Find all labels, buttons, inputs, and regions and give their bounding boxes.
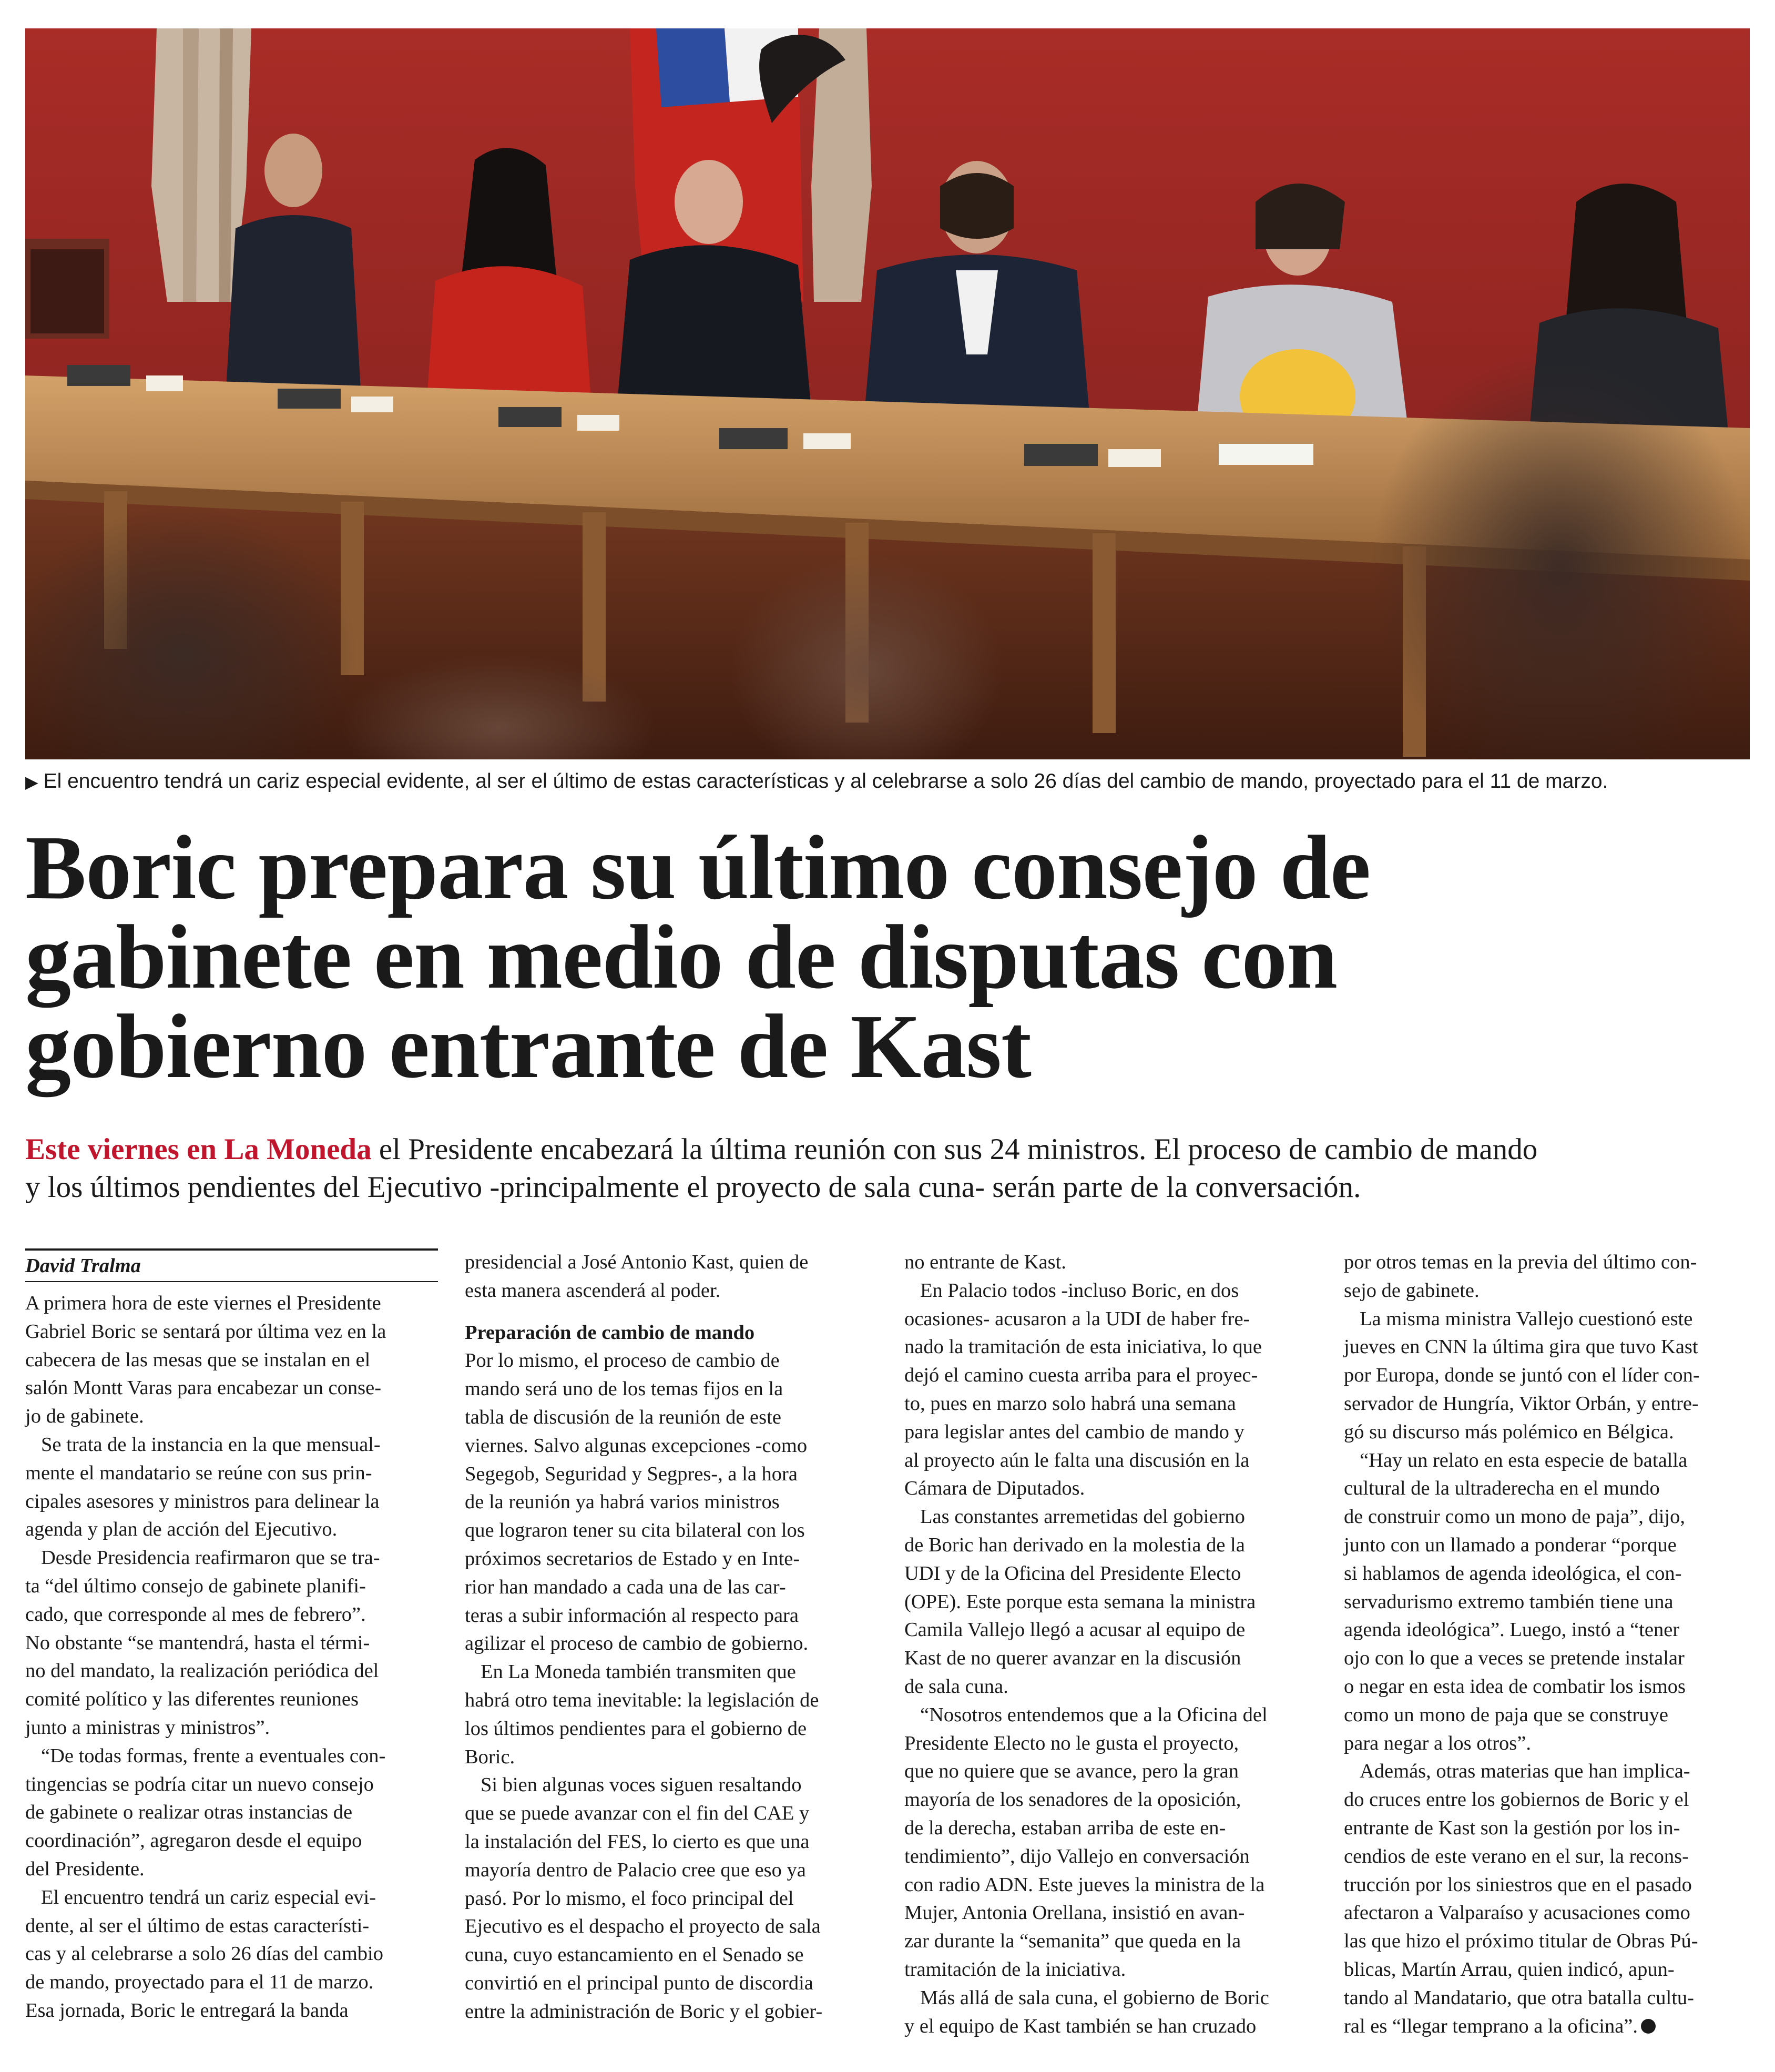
text-line: ocasiones- acusaron a la UDI de haber fre- [904, 1307, 1250, 1330]
text-line: do cruces entre los gobiernos de Boric y el [1344, 1789, 1689, 1811]
text-line: pasó. Por lo mismo, el foco principal del [465, 1887, 794, 1910]
text-line: Boric. [465, 1745, 515, 1768]
text-line: tramitación de la iniciativa. [904, 1958, 1126, 1980]
text-line: del Presidente. [25, 1857, 145, 1880]
text-line: salón Montt Varas para encabezar un conse- [25, 1377, 382, 1399]
text-line: entre la administración de Boric y el gobier- [465, 2000, 823, 2023]
text-line: de mando, proyectado para el 11 de marzo. [25, 1971, 374, 1994]
text-line: Por lo mismo, el proceso de cambio de [465, 1349, 780, 1372]
spacer [465, 1305, 878, 1319]
text-line: gó su discurso más polémico en Bélgica. [1344, 1420, 1674, 1443]
text-line: UDI y de la Oficina del Presidente Electo [904, 1562, 1241, 1585]
text-line: ta “del último consejo de gabinete planifi- [25, 1575, 366, 1597]
text-line: agenda ideológica”. Luego, instó a “tener [1344, 1619, 1680, 1641]
text-line: Mujer, Antonia Orellana, insistió en avan- [904, 1902, 1245, 1924]
column-4 [1344, 1248, 1757, 2040]
text-line: para legislar antes del cambio de mando y [904, 1420, 1244, 1443]
text-line: A primera hora de este viernes el Presidente [25, 1292, 381, 1314]
text-line: de construir como un mono de paja”, dijo, [1344, 1506, 1685, 1528]
text-line: con radio ADN. Este jueves la ministra de la [904, 1873, 1265, 1896]
text-line: (OPE). Este porque esta semana la ministra [904, 1590, 1256, 1613]
headline-line-2: gabinete en medio de disputas con [25, 906, 1338, 1008]
text-line: servador de Hungría, Viktor Orbán, y entre- [1344, 1392, 1699, 1415]
byline-rule-bottom [25, 1281, 438, 1282]
column-4-text [1344, 1248, 1757, 2040]
text-line: Gabriel Boric se sentará por última vez en la [25, 1320, 386, 1343]
text-line: cendios de este verano en el sur, la recons- [1344, 1845, 1689, 1867]
text-line: sejo de gabinete. [1344, 1279, 1480, 1302]
end-of-article-dot-icon [1641, 2019, 1656, 2034]
text-line: tingencias se podría citar un nuevo consejo [25, 1773, 374, 1795]
headline-line-3: gobierno entrante de Kast [25, 996, 1031, 1097]
text-line: cabecera de las mesas que se instalan en el [25, 1348, 371, 1371]
subheading: Preparación de cambio de mando [465, 1321, 755, 1344]
text-line: la instalación del FES, lo cierto es que una [465, 1830, 810, 1853]
text-line: En Palacio todos -incluso Boric, en dos [920, 1279, 1239, 1302]
text-line: Las constantes arremetidas del gobierno [920, 1506, 1245, 1528]
text-line: Cámara de Diputados. [904, 1477, 1085, 1500]
text-line: tendimiento”, dijo Vallejo en conversación [904, 1845, 1250, 1867]
text-line: si hablamos de agenda ideológica, el con- [1344, 1562, 1682, 1585]
text-line: zar durante la “semanita” que queda en la [904, 1930, 1241, 1953]
text-line: teras a subir información al respecto para [465, 1604, 799, 1627]
text-line: presidencial a José Antonio Kast, quien de [465, 1251, 809, 1273]
deck-summary [25, 1131, 1739, 1206]
text-line: que no quiere que se avance, pero la gran [904, 1760, 1239, 1783]
text-line: Camila Vallejo llegó a acusar al equipo de [904, 1619, 1246, 1641]
text-line: “Nosotros entendemos que a la Oficina del [920, 1703, 1268, 1726]
text-line: No obstante “se mantendrá, hasta el térmi- [25, 1631, 370, 1654]
byline: David Tralma [25, 1255, 141, 1277]
column-2-text-b [465, 1347, 878, 2026]
text-line: Más allá de sala cuna, el gobierno de Boric [920, 1986, 1269, 2009]
deck-line-2: y los últimos pendientes del Ejecutivo -principalmente el proyecto de sala cuna- serán parte de la conversación. [25, 1171, 1361, 1204]
text-line: nado la tramitación de esta iniciativa, lo que [904, 1336, 1262, 1358]
headline-line-1: Boric prepara su último consejo de [25, 817, 1371, 918]
text-line: mando será uno de los temas fijos en la [465, 1378, 783, 1400]
deck-lead: Este viernes en La Moneda [25, 1133, 372, 1166]
text-line: por otros temas en la previa del último con- [1344, 1251, 1697, 1273]
column-2-text-a [465, 1248, 878, 1305]
text-line: convirtió en el principal punto de discordia [465, 1972, 813, 1994]
text-line: dejó el camino cuesta arriba para el proyec- [904, 1364, 1258, 1387]
text-line: como un mono de paja que se construye [1344, 1703, 1668, 1726]
text-line: jo de gabinete. [25, 1405, 144, 1428]
text-line: afectaron a Valparaíso y acusaciones como [1344, 1902, 1690, 1924]
text-line: de la reunión ya habrá varios ministros [465, 1491, 780, 1514]
column-2 [465, 1248, 878, 2026]
text-line: habrá otro tema inevitable: la legislación de [465, 1689, 819, 1711]
text-line: trucción por los siniestros que en el pasado [1344, 1873, 1692, 1896]
text-line: tando al Mandatario, que otra batalla cultu- [1344, 1986, 1695, 2009]
text-line: Kast de no querer avanzar en la discusión [904, 1647, 1241, 1670]
text-line: tabla de discusión de la reunión de este [465, 1406, 781, 1428]
text-line: de Boric han derivado en la molestia de la [904, 1533, 1245, 1556]
text-line: Ejecutivo es el despacho el proyecto de sala [465, 1915, 821, 1938]
text-line: Si bien algunas voces siguen resaltando [481, 1774, 802, 1796]
text-line: ojo con lo que a veces se pretende instalar [1344, 1647, 1685, 1670]
text-line: La misma ministra Vallejo cuestionó este [1360, 1307, 1693, 1330]
text-line: mente el mandatario se reúne con sus prin- [25, 1461, 372, 1484]
text-line: El encuentro tendrá un cariz especial evi- [41, 1886, 376, 1908]
text-line: no del mandato, la realización periódica del [25, 1660, 379, 1682]
deck-line-1 [25, 1131, 1739, 1169]
text-line: cuna, cuyo estancamiento en el Senado se [465, 1944, 804, 1966]
text-line: cas y al celebrarse a solo 26 días del cambio [25, 1943, 383, 1965]
text-line: cultural de la ultraderecha en el mundo [1344, 1477, 1660, 1500]
text-line: comité político y las diferentes reuniones [25, 1688, 359, 1711]
article-photo [25, 28, 1750, 759]
text-line: entrante de Kast son la gestión por los in- [1344, 1816, 1680, 1839]
text-line: los últimos pendientes para el gobierno de [465, 1717, 807, 1740]
text-line: mayoría dentro de Palacio cree que eso ya [465, 1858, 806, 1881]
text-line: Esa jornada, Boric le entregará la banda [25, 1999, 349, 2022]
text-line: de la derecha, estaban arriba de este en- [904, 1816, 1226, 1839]
column-3-text [904, 1248, 1317, 2040]
text-line: junto con un llamado a ponderar “porque [1344, 1533, 1677, 1556]
text-line: “De todas formas, frente a eventuales con- [41, 1744, 386, 1767]
text-line: Segegob, Seguridad y Segpres-, a la hora [465, 1462, 798, 1485]
text-line: mayoría de los senadores de la oposición, [904, 1789, 1241, 1811]
text-line: dente, al ser el último de estas característi- [25, 1914, 370, 1937]
text-line: Además, otras materias que han implica- [1360, 1760, 1690, 1783]
text-line: por Europa, donde se juntó con el líder con- [1344, 1364, 1700, 1387]
column-1-text [25, 1289, 438, 2025]
text-line: que se puede avanzar con el fin del CAE y [465, 1802, 810, 1825]
text-line: Presidente Electo no le gusta el proyecto, [904, 1732, 1239, 1754]
text-line: cado, que corresponde al mes de febrero”. [25, 1603, 366, 1626]
text-line: al proyecto aún le falta una discusión en la [904, 1449, 1250, 1471]
deck-line-1-rest: el Presidente encabezará la última reunión con sus 24 ministros. El proceso de cambio de mando [371, 1133, 1538, 1166]
text-line: o negar en esta idea de combatir los ismos [1344, 1675, 1686, 1698]
text-line: agenda y plan de acción del Ejecutivo. [25, 1518, 338, 1541]
text-line: coordinación”, agregaron desde el equipo [25, 1830, 362, 1852]
text-line: las que hizo el próximo titular de Obras Pú- [1344, 1930, 1698, 1953]
photo-caption [25, 767, 1750, 796]
text-line: En La Moneda también transmiten que [481, 1661, 796, 1683]
text-line: junto a ministras y ministros”. [25, 1716, 270, 1739]
text-line: jueves en CNN la última gira que tuvo Kast [1344, 1336, 1698, 1358]
text-line: esta manera ascenderá al poder. [465, 1279, 721, 1302]
text-line: no entrante de Kast. [904, 1251, 1066, 1273]
text-line: y el equipo de Kast también se han cruzado [904, 2015, 1257, 2037]
triangle-right-icon: ▶ [25, 773, 38, 791]
text-line: “Hay un relato en esta especie de batalla [1360, 1449, 1688, 1471]
text-line: Se trata de la instancia en la que mensual- [41, 1433, 381, 1456]
text-line: de gabinete o realizar otras instancias de [25, 1801, 353, 1824]
text-line: que lograron tener su cita bilateral con los [465, 1519, 805, 1542]
text-line: próximos secretarios de Estado y en Inte- [465, 1547, 800, 1570]
text-line: Desde Presidencia reafirmaron que se tra- [41, 1547, 380, 1569]
column-3 [904, 1248, 1317, 2040]
headline [25, 817, 1550, 1097]
text-line: rior han mandado a cada una de las car- [465, 1576, 786, 1598]
text-line: agilizar el proceso de cambio de gobierno. [465, 1632, 809, 1655]
text-line: servadurismo extremo también tiene una [1344, 1590, 1674, 1613]
text-line: blicas, Martín Arrau, quien indicó, apun- [1344, 1958, 1675, 1980]
text-line: de sala cuna. [904, 1675, 1008, 1698]
text-line: viernes. Salvo algunas excepciones -como [465, 1434, 808, 1457]
caption-text: El encuentro tendrá un cariz especial evidente, al ser el último de estas características y al celebrarse a solo 26 días del cambio de mando, proyectado para el 11 de marzo. [43, 770, 1608, 793]
column-1 [25, 1248, 438, 2025]
text-line: ral es “llegar temprano a la oficina”. [1344, 2013, 1757, 2041]
text-line: cipales asesores y ministros para delinear la [25, 1490, 380, 1512]
text-line: para negar a los otros”. [1344, 1732, 1531, 1754]
text-line: to, pues en marzo solo habrá una semana [904, 1392, 1236, 1415]
photo-image [25, 28, 1750, 759]
